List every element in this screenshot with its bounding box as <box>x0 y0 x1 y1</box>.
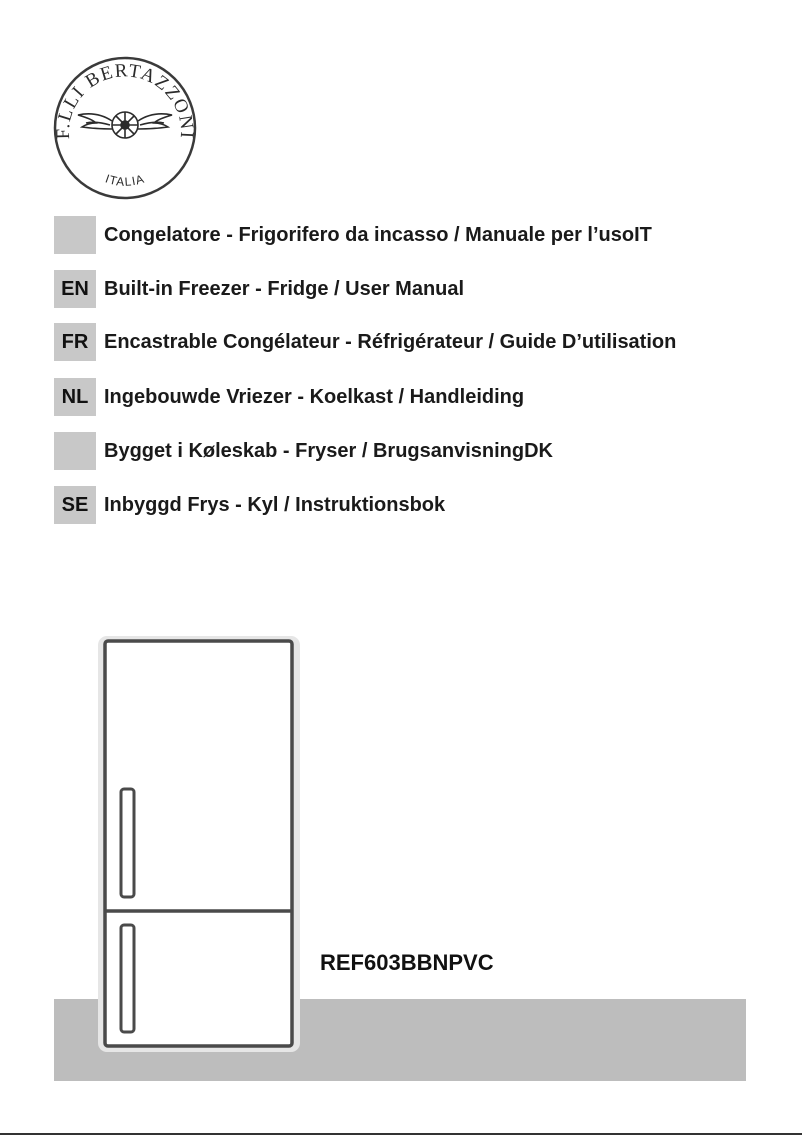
language-code: NL <box>54 378 96 416</box>
model-number: REF603BBNPVC <box>320 950 494 975</box>
language-title: Encastrable Congélateur - Réfrigérateur / Guide D’utilisation <box>104 330 677 353</box>
language-code: EN <box>54 270 96 308</box>
language-row-it <box>54 216 652 254</box>
page-bottom-rule <box>0 1133 802 1135</box>
language-title: Inbyggd Frys - Kyl / Instruktionsbok <box>104 493 446 516</box>
language-row-en <box>54 270 464 308</box>
language-code <box>54 432 96 470</box>
winged-wheel-icon <box>78 112 172 138</box>
fridge-freezer-icon <box>98 636 300 1052</box>
language-row-se <box>54 486 445 524</box>
logo-top-text: F.LLI BERTAZZONI <box>52 60 198 140</box>
language-title: Congelatore - Frigorifero da incasso / Manuale per l’usoIT <box>104 223 652 246</box>
language-title: Ingebouwde Vriezer - Koelkast / Handleiding <box>104 385 525 408</box>
language-title: Built-in Freezer - Fridge / User Manual <box>104 277 465 300</box>
language-title: Bygget i Køleskab - Fryser / BrugsanvisningDK <box>104 439 553 462</box>
language-row-nl <box>54 378 524 416</box>
language-code <box>54 216 96 254</box>
logo-bottom-text: ITALIA <box>103 171 147 189</box>
language-code: SE <box>54 486 96 524</box>
language-code: FR <box>54 323 96 361</box>
language-row-dk <box>54 432 553 470</box>
brand-logo <box>52 55 198 201</box>
language-row-fr <box>54 323 676 361</box>
svg-text:ITALIA <box>104 172 147 189</box>
